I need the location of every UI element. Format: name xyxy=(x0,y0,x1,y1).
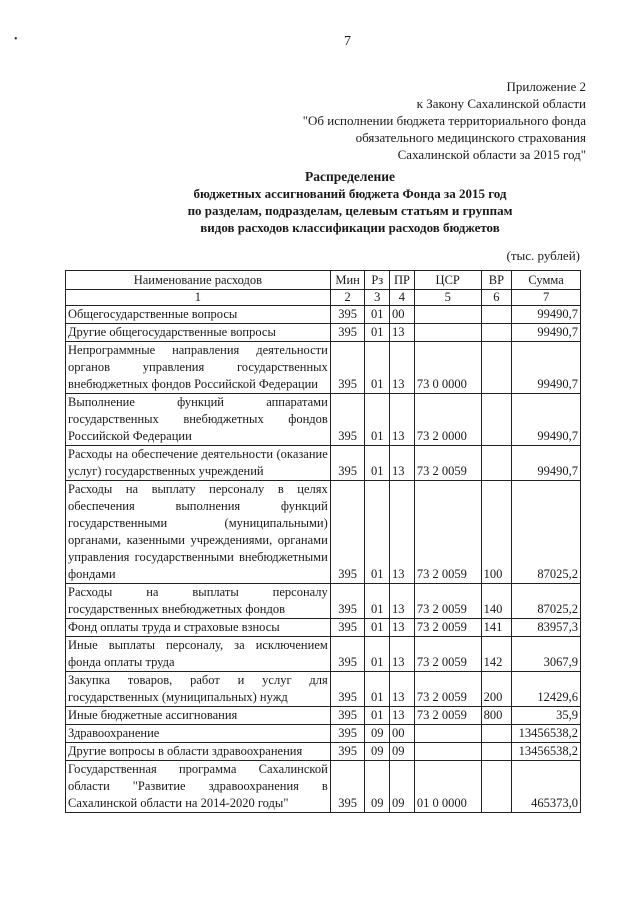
heading-line: по разделам, подразделам, целевым статьям и группам xyxy=(187,203,513,218)
row-rz-cell: 09 xyxy=(365,761,390,813)
appendix-line: Сахалинской области за 2015 год" xyxy=(397,147,586,162)
row-pr-cell: 13 xyxy=(390,324,415,342)
row-min-cell: 395 xyxy=(330,342,365,394)
table-row xyxy=(66,446,581,481)
table-row xyxy=(66,707,581,725)
row-name-cell: Другие общегосударственные вопросы xyxy=(66,324,331,342)
table-row xyxy=(66,725,581,743)
row-name-cell: Фонд оплаты труда и страховые взносы xyxy=(66,619,331,637)
header-rz: Рз xyxy=(365,271,390,290)
appendix-line: "Об исполнении бюджета территориального фонда xyxy=(302,113,586,128)
table-body xyxy=(66,306,581,813)
header-sum: Сумма xyxy=(512,271,581,290)
row-name-cell: Закупка товаров, работ и услуг для государственных (муниципальных) нужд xyxy=(66,672,331,707)
table-row xyxy=(66,584,581,619)
row-vr-cell xyxy=(481,725,512,743)
row-min-cell: 395 xyxy=(330,637,365,672)
row-rz-cell: 01 xyxy=(365,619,390,637)
appendix-line: обязательного медицинского страхования xyxy=(355,130,586,145)
row-csr-cell xyxy=(414,725,481,743)
row-sum-cell: 99490,7 xyxy=(512,342,581,394)
row-min-cell: 395 xyxy=(330,761,365,813)
row-name-cell: Здравоохранение xyxy=(66,725,331,743)
row-vr-cell: 100 xyxy=(481,481,512,584)
row-sum-cell: 13456538,2 xyxy=(512,725,581,743)
table-row xyxy=(66,324,581,342)
budget-table xyxy=(65,270,581,813)
row-min-cell: 395 xyxy=(330,672,365,707)
row-sum-cell: 465373,0 xyxy=(512,761,581,813)
row-name-cell: Расходы на выплаты персоналу государственных внебюджетных фондов xyxy=(66,584,331,619)
row-csr-cell: 73 2 0000 xyxy=(414,394,481,446)
row-min-cell: 395 xyxy=(330,394,365,446)
row-vr-cell: 200 xyxy=(481,672,512,707)
row-csr-cell: 73 2 0059 xyxy=(414,619,481,637)
row-csr-cell: 73 2 0059 xyxy=(414,446,481,481)
row-rz-cell: 01 xyxy=(365,306,390,324)
row-pr-cell: 13 xyxy=(390,672,415,707)
row-rz-cell: 01 xyxy=(365,324,390,342)
table-row xyxy=(66,761,581,813)
row-pr-cell: 00 xyxy=(390,306,415,324)
row-vr-cell: 800 xyxy=(481,707,512,725)
heading-line: бюджетных ассигнований бюджета Фонда за 2015 год xyxy=(193,186,507,201)
table-row xyxy=(66,743,581,761)
row-sum-cell: 87025,2 xyxy=(512,481,581,584)
row-pr-cell: 13 xyxy=(390,584,415,619)
row-min-cell: 395 xyxy=(330,306,365,324)
column-number: 7 xyxy=(512,290,581,306)
table-row xyxy=(66,481,581,584)
table-row xyxy=(66,619,581,637)
row-csr-cell xyxy=(414,306,481,324)
row-sum-cell: 3067,9 xyxy=(512,637,581,672)
row-pr-cell: 09 xyxy=(390,761,415,813)
column-number: 5 xyxy=(414,290,481,306)
row-min-cell: 395 xyxy=(330,725,365,743)
column-number: 6 xyxy=(481,290,512,306)
heading-title: Распределение xyxy=(304,169,396,184)
row-name-cell: Государственная программа Сахалинской области "Развитие здравоохранения в Сахалинской области на 2014-2020 годы" xyxy=(66,761,331,813)
row-sum-cell: 83957,3 xyxy=(512,619,581,637)
row-csr-cell: 73 0 0000 xyxy=(414,342,481,394)
row-vr-cell xyxy=(481,324,512,342)
row-csr-cell: 73 2 0059 xyxy=(414,637,481,672)
row-sum-cell: 99490,7 xyxy=(512,394,581,446)
row-name-cell: Другие вопросы в области здравоохранения xyxy=(66,743,331,761)
units-label: (тыс. рублей) xyxy=(506,248,580,263)
row-rz-cell: 01 xyxy=(365,707,390,725)
header-csr: ЦСР xyxy=(414,271,481,290)
row-rz-cell: 01 xyxy=(365,637,390,672)
header-min: Мин xyxy=(330,271,365,290)
table-row xyxy=(66,342,581,394)
row-name-cell: Иные выплаты персоналу, за исключением фонда оплаты труда xyxy=(66,637,331,672)
table-row xyxy=(66,394,581,446)
column-number: 3 xyxy=(365,290,390,306)
row-min-cell: 395 xyxy=(330,481,365,584)
heading-line: видов расходов классификации расходов бюджетов xyxy=(200,220,500,235)
row-csr-cell xyxy=(414,743,481,761)
row-vr-cell xyxy=(481,743,512,761)
header-name: Наименование расходов xyxy=(66,271,331,290)
row-name-cell: Расходы на обеспечение деятельности (оказание услуг) государственных учреждений xyxy=(66,446,331,481)
row-name-cell: Общегосударственные вопросы xyxy=(66,306,331,324)
row-pr-cell: 13 xyxy=(390,342,415,394)
page-number: 7 xyxy=(344,34,351,49)
row-vr-cell xyxy=(481,761,512,813)
document-heading xyxy=(120,168,580,236)
row-rz-cell: 09 xyxy=(365,743,390,761)
row-rz-cell: 01 xyxy=(365,342,390,394)
row-vr-cell: 142 xyxy=(481,637,512,672)
header-pr: ПР xyxy=(390,271,415,290)
row-name-cell: Выполнение функций аппаратами государственных внебюджетных фондов Российской Федерации xyxy=(66,394,331,446)
row-vr-cell xyxy=(481,342,512,394)
row-vr-cell: 140 xyxy=(481,584,512,619)
table-row xyxy=(66,672,581,707)
row-csr-cell: 73 2 0059 xyxy=(414,672,481,707)
row-vr-cell: 141 xyxy=(481,619,512,637)
row-sum-cell: 35,9 xyxy=(512,707,581,725)
row-rz-cell: 01 xyxy=(365,584,390,619)
column-number: 4 xyxy=(390,290,415,306)
row-pr-cell: 09 xyxy=(390,743,415,761)
row-csr-cell xyxy=(414,324,481,342)
appendix-line: к Закону Сахалинской области xyxy=(416,96,586,111)
row-min-cell: 395 xyxy=(330,584,365,619)
row-sum-cell: 13456538,2 xyxy=(512,743,581,761)
row-csr-cell: 73 2 0059 xyxy=(414,481,481,584)
row-rz-cell: 09 xyxy=(365,725,390,743)
appendix-block xyxy=(303,78,586,163)
table-row xyxy=(66,637,581,672)
row-sum-cell: 99490,7 xyxy=(512,446,581,481)
row-min-cell: 395 xyxy=(330,324,365,342)
row-pr-cell: 00 xyxy=(390,725,415,743)
row-min-cell: 395 xyxy=(330,619,365,637)
header-vr: ВР xyxy=(481,271,512,290)
row-name-cell: Непрограммные направления деятельности органов управления государственных внебюджетных фондов Российской Федерации xyxy=(66,342,331,394)
row-csr-cell: 73 2 0059 xyxy=(414,584,481,619)
row-pr-cell: 13 xyxy=(390,446,415,481)
column-number: 2 xyxy=(330,290,365,306)
row-rz-cell: 01 xyxy=(365,394,390,446)
appendix-line: Приложение 2 xyxy=(506,79,586,94)
row-rz-cell: 01 xyxy=(365,446,390,481)
table-header-row xyxy=(66,271,581,290)
row-pr-cell: 13 xyxy=(390,481,415,584)
row-csr-cell: 73 2 0059 xyxy=(414,707,481,725)
scan-mark: • xyxy=(14,34,18,45)
row-min-cell: 395 xyxy=(330,743,365,761)
row-pr-cell: 13 xyxy=(390,637,415,672)
row-pr-cell: 13 xyxy=(390,394,415,446)
row-sum-cell: 87025,2 xyxy=(512,584,581,619)
row-sum-cell: 12429,6 xyxy=(512,672,581,707)
table-row xyxy=(66,306,581,324)
row-pr-cell: 13 xyxy=(390,707,415,725)
row-rz-cell: 01 xyxy=(365,672,390,707)
row-vr-cell xyxy=(481,306,512,324)
row-vr-cell xyxy=(481,394,512,446)
row-name-cell: Расходы на выплату персоналу в целях обеспечения выполнения функций государственными (муниципальными) органами, казенными учреждениями, органами управления государственными внебюджетными фондами xyxy=(66,481,331,584)
row-sum-cell: 99490,7 xyxy=(512,324,581,342)
row-rz-cell: 01 xyxy=(365,481,390,584)
row-csr-cell: 01 0 0000 xyxy=(414,761,481,813)
row-min-cell: 395 xyxy=(330,707,365,725)
row-vr-cell xyxy=(481,446,512,481)
column-number-row xyxy=(66,290,581,306)
column-number: 1 xyxy=(66,290,331,306)
row-name-cell: Иные бюджетные ассигнования xyxy=(66,707,331,725)
row-pr-cell: 13 xyxy=(390,619,415,637)
row-min-cell: 395 xyxy=(330,446,365,481)
row-sum-cell: 99490,7 xyxy=(512,306,581,324)
